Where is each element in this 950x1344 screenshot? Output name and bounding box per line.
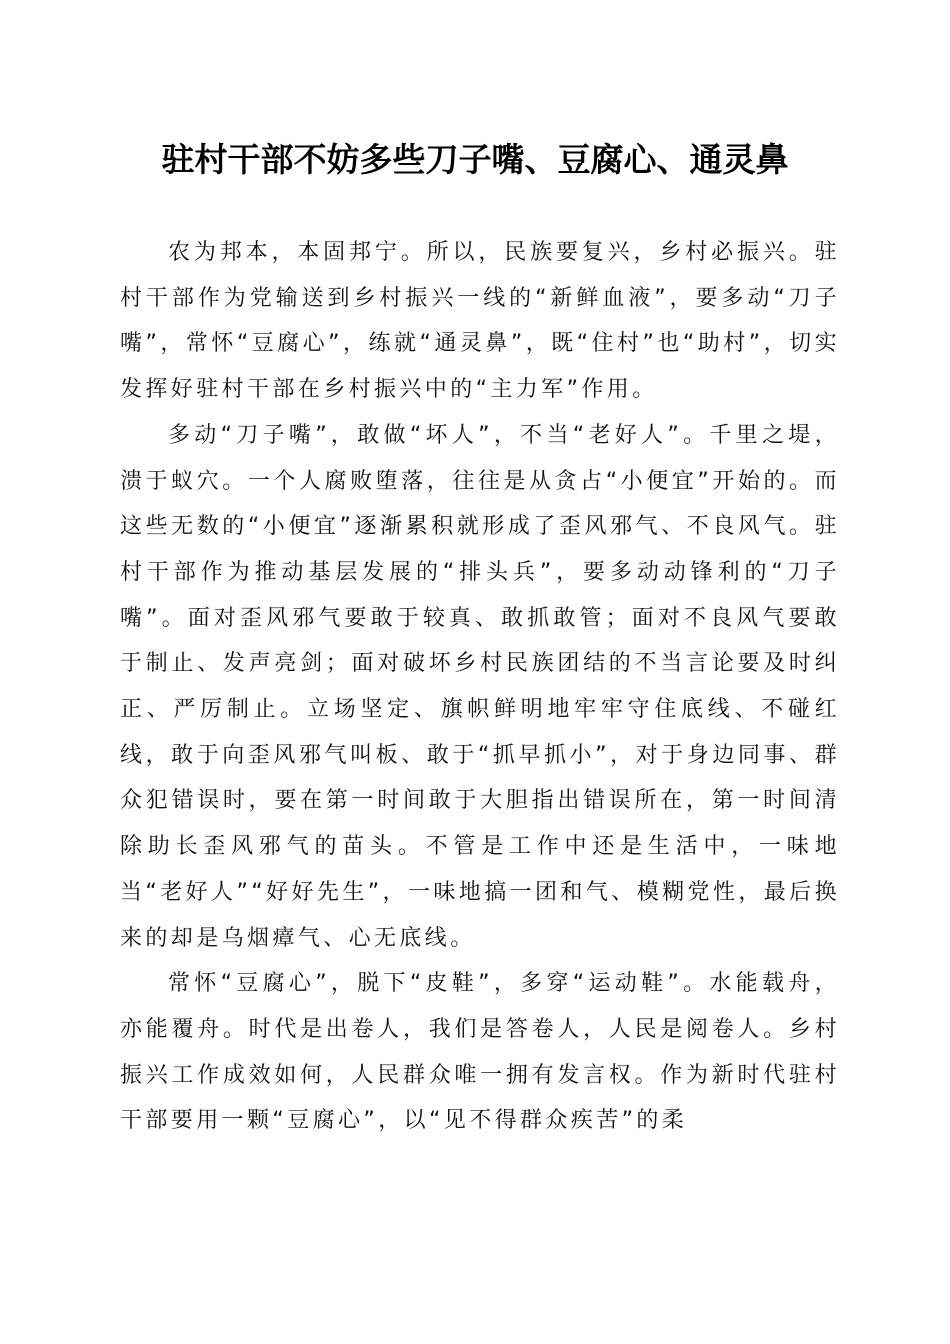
paragraph-knife-mouth: 多动“刀子嘴”，敢做“坏人”，不当“老好人”。千里之堤，溃于蚁穴。一个人腐败堕落，往往是从贪占“小便宜”开始的。而这些无数的“小便宜”逐渐累积就形成了歪风邪气、不良风气。驻村干部作为推动基层发展的“排头兵”，要多动动锋利的“刀子嘴”。面对歪风邪气要敢于较真、敢抓敢管；面对不良风气要敢于制止、发声亮剑；面对破坏乡村民族团结的不当言论要及时纠正、严厉制止。立场坚定、旗帜鲜明地牢牢守住底线、不碰红线，敢于向歪风邪气叫板、敢于“抓早抓小”，对于身边同事、群众犯错误时，要在第一时间敢于大胆指出错误所在，第一时间清除助长歪风邪气的苗头。不管是工作中还是生活中，一味地当“老好人”“好好先生”，一味地搞一团和气、模糊党性，最后换来的却是乌烟瘴气、心无底线。 (120, 422, 840, 951)
paragraph-intro: 农为邦本，本固邦宁。所以，民族要复兴，乡村必振兴。驻村干部作为党输送到乡村振兴一线的“新鲜血液”，要多动“刀子嘴”，常怀“豆腐心”，练就“通灵鼻”，既“住村”也“助村”，切实发挥好驻村干部在乡村振兴中的“主力军”作用。 (120, 240, 840, 403)
document-body (120, 230, 840, 1144)
paragraph-tofu-heart: 常怀“豆腐心”，脱下“皮鞋”，多穿“运动鞋”。水能载舟，亦能覆舟。时代是出卷人，我们是答卷人，人民是阅卷人。乡村振兴工作成效如何，人民群众唯一拥有发言权。作为新时代驻村干部要用一颗“豆腐心”，以“见不得群众疾苦”的柔 (120, 971, 840, 1134)
document-title: 驻村干部不妨多些刀子嘴、豆腐心、通灵鼻 (161, 140, 789, 179)
